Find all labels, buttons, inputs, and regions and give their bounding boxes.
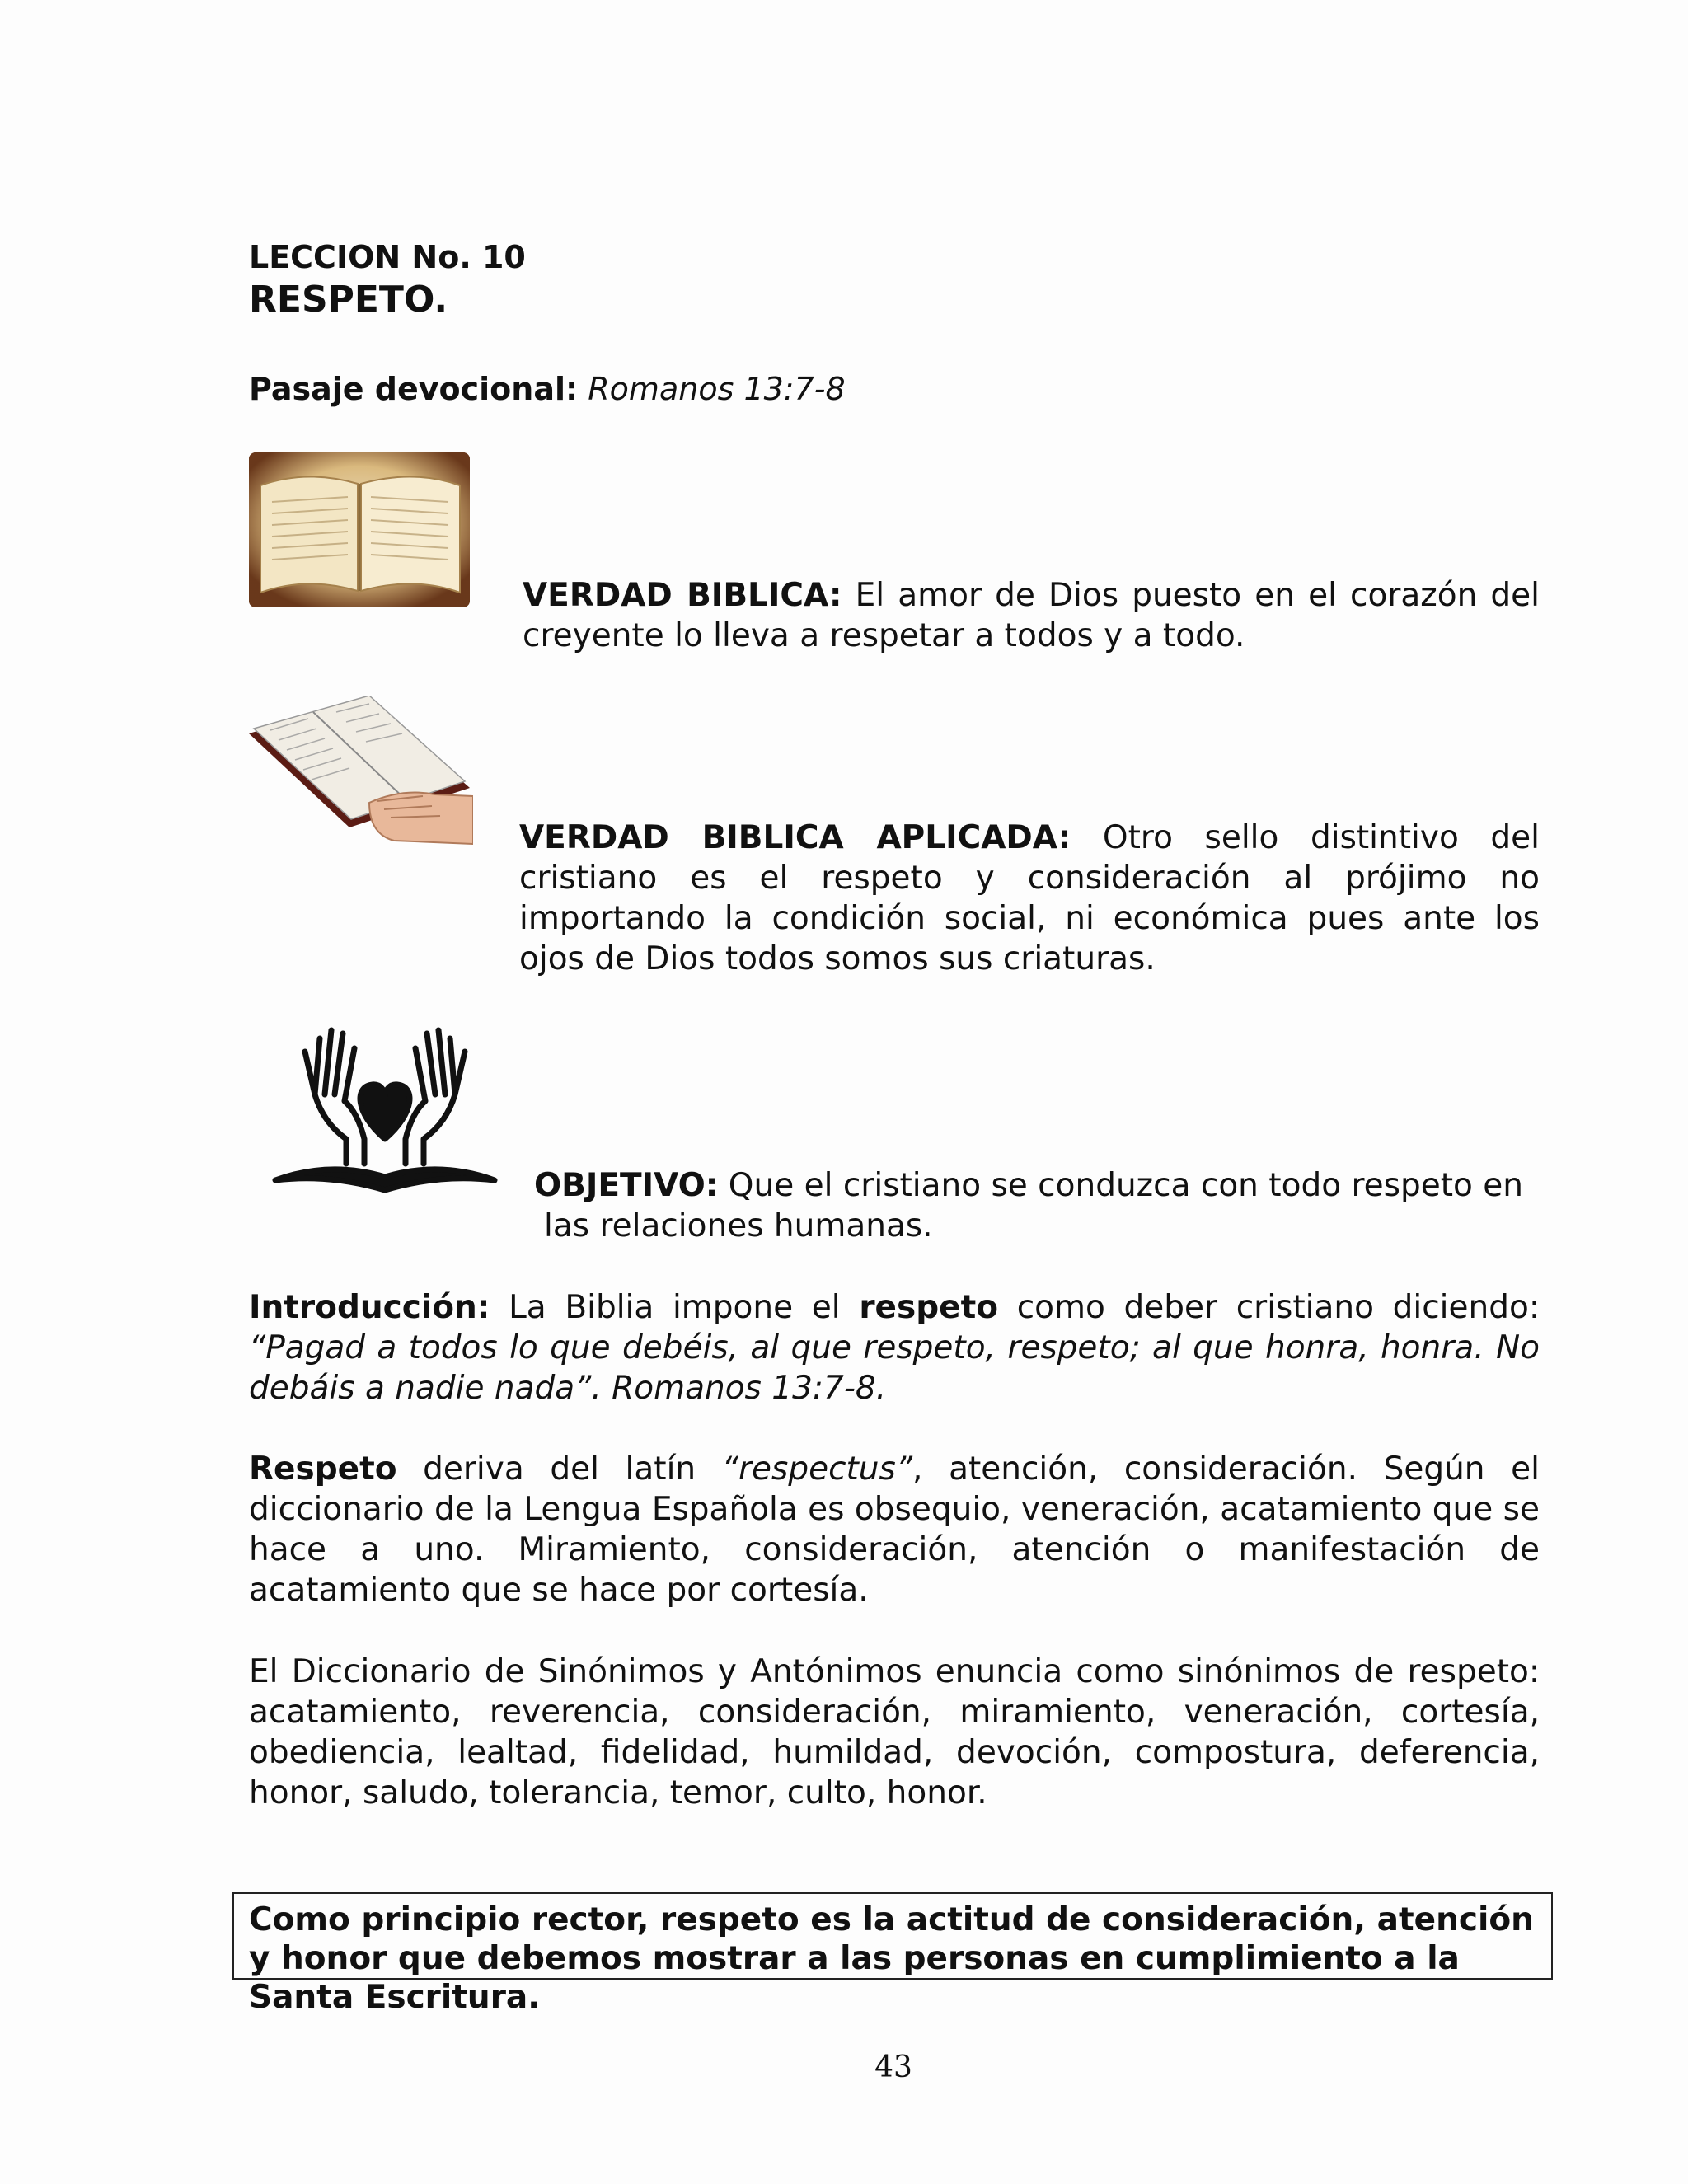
definition-latin-term: “respectus” xyxy=(721,1451,913,1488)
definition-text-after: , atención, consideración. Según el diccionario de la Lengua Española es obsequio, veneración, acatamiento que se hace a uno. Miramiento, consideración, atención o manifestación de acatamiento que se hace por cortesía. xyxy=(249,1451,1540,1609)
introduction-paragraph xyxy=(249,1287,1540,1408)
applied-truth-label: VERDAD BIBLICA APLICADA: xyxy=(519,819,1071,856)
objective xyxy=(534,1165,1540,1246)
devotional-passage xyxy=(249,371,846,407)
hands-heart-book-icon xyxy=(272,1015,498,1197)
introduction-label: Introducción: xyxy=(249,1289,490,1326)
passage-label: Pasaje devocional: xyxy=(249,371,579,407)
passage-reference: Romanos 13:7-8 xyxy=(588,371,846,407)
biblical-truth xyxy=(523,575,1540,656)
applied-biblical-truth xyxy=(519,818,1540,979)
applied-truth-text: Otro sello distintivo del cristiano es el respeto y consideración al prójimo no importando la condición social, ni económica pues ante los ojos de Dios todos somos sus criaturas. xyxy=(519,819,1540,977)
lesson-number: LECCION No. 10 xyxy=(249,239,526,275)
introduction-keyword: respeto xyxy=(859,1289,999,1326)
definition-keyword: Respeto xyxy=(249,1451,397,1488)
principle-box: Como principio rector, respeto es la actitud de consideración, atención y honor que debemos mostrar a las personas en cumplimiento a la Santa Escritura. xyxy=(232,1892,1553,1980)
page-number: 43 xyxy=(874,2050,912,2084)
objective-text-line1: Que el cristiano se conduzca con todo respeto en xyxy=(718,1167,1523,1204)
introduction-quote: “Pagad a todos lo que debéis, al que respeto, respeto; al que honra, honra. No debáis a nadie nada”. Romanos 13:7-8. xyxy=(249,1329,1540,1407)
hand-on-bible-photo xyxy=(246,696,473,854)
introduction-text-after: como deber cristiano diciendo: xyxy=(998,1289,1540,1326)
objective-label: OBJETIVO: xyxy=(534,1167,719,1204)
biblical-truth-text: El amor de Dios puesto en el corazón del creyente lo lleva a respetar a todos y a todo. xyxy=(523,577,1540,654)
open-bible-photo xyxy=(249,452,470,607)
objective-text-line2: las relaciones humanas. xyxy=(544,1207,933,1244)
definition-paragraph xyxy=(249,1449,1540,1610)
lesson-title: RESPETO. xyxy=(249,279,448,321)
definition-text-before: deriva del latín xyxy=(396,1451,722,1488)
synonyms-paragraph: El Diccionario de Sinónimos y Antónimos enuncia como sinónimos de respeto: acatamiento, reverencia, consideración, miramiento, veneración, cortesía, obediencia, lealtad, fidelidad, humildad, devoción, compostura, deferencia, honor, saludo, tolerancia, temor, culto, honor. xyxy=(249,1653,1540,1811)
biblical-truth-label: VERDAD BIBLICA: xyxy=(523,577,842,614)
introduction-text: La Biblia impone el xyxy=(490,1289,860,1326)
